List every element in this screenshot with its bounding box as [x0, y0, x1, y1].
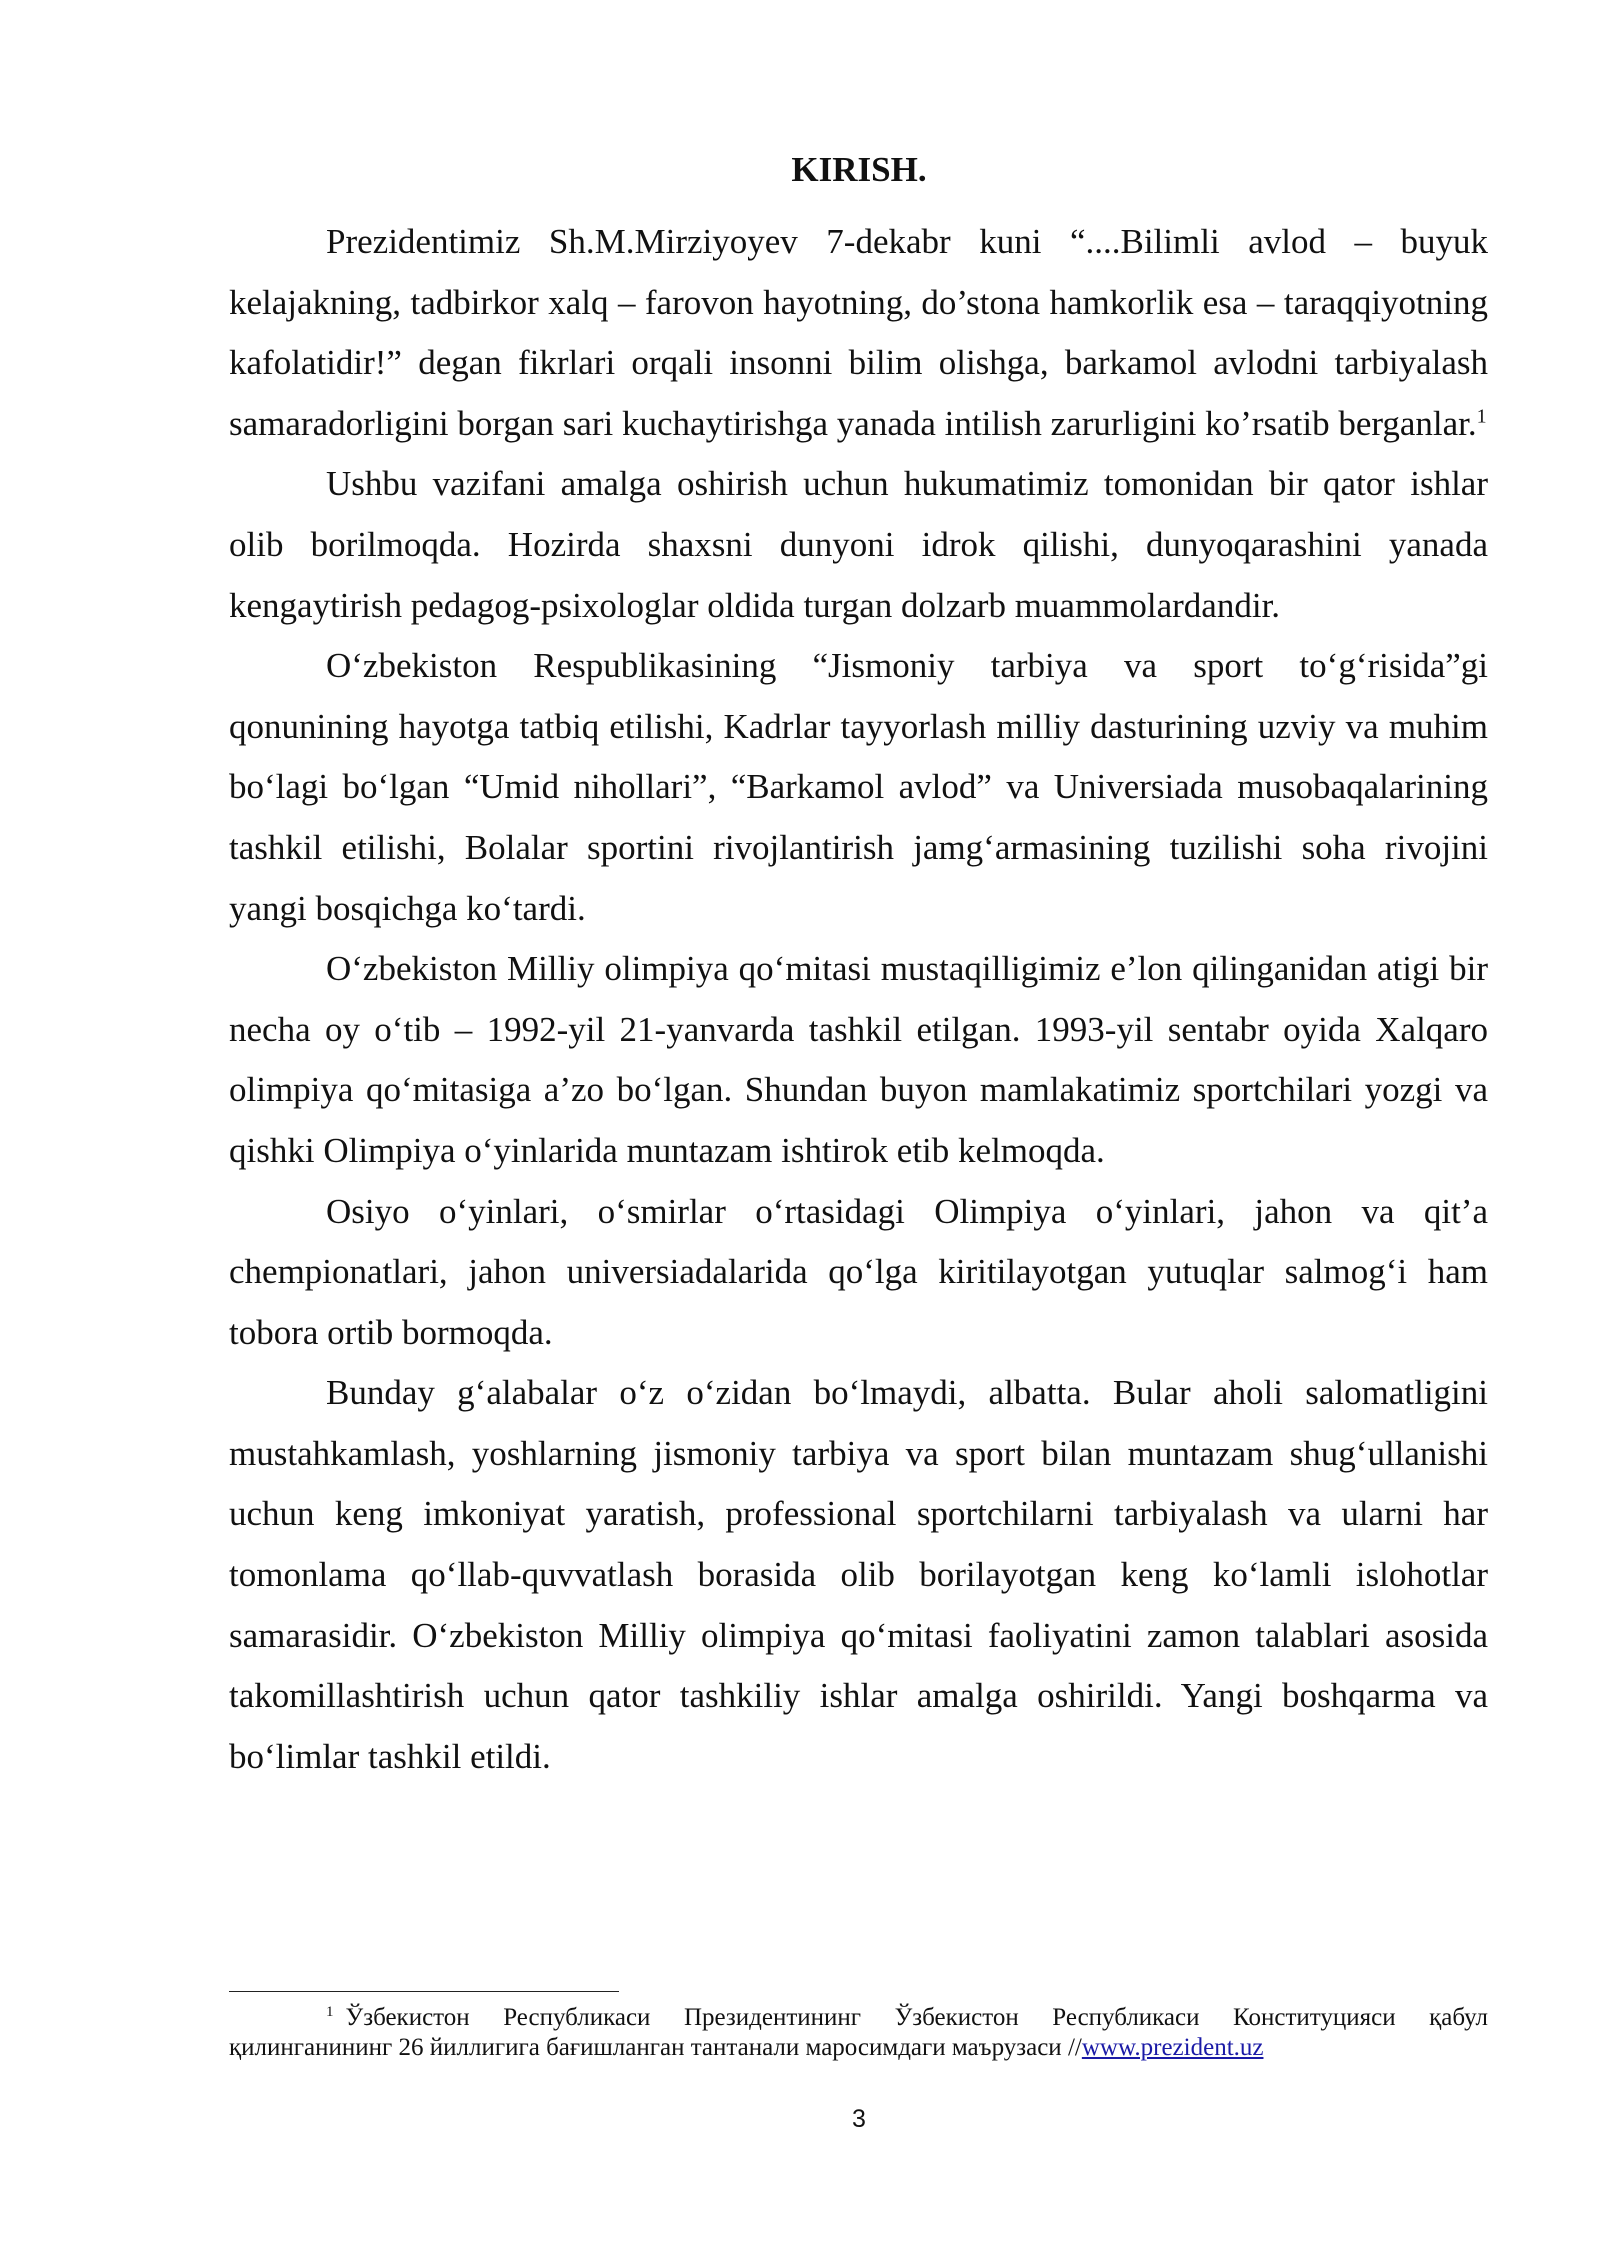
footnote-separator [229, 1991, 619, 1992]
footnote-link[interactable]: www.prezident.uz [1081, 2034, 1264, 2061]
footnote-reference[interactable]: 1 [1476, 405, 1487, 428]
page-number: 3 [852, 2105, 866, 2133]
paragraph-4: O‘zbekiston Milliy olimpiya qo‘mitasi mustaqilligimiz e’lon qilinganidan atigi bir necha oy o‘tib – 1992-yil 21-yanvarda tashkil etilgan. 1993-yil sentabr oyida Xalqaro olimpiya qo‘mitasiga a’zo bo‘lgan. Shundan buyon mamlakatimiz sportchilari yozgi va qishki Olimpiya o‘yinlarida muntazam ishtirok etib kelmoqda. [229, 949, 1488, 1170]
footnote-mark: 1 [326, 2003, 334, 2020]
paragraph-5: Osiyo o‘yinlari, o‘smirlar o‘rtasidagi Olimpiya o‘yinlari, jahon va qit’a chempionatlari, jahon universiadalarida qo‘lga kiritilayotgan yutuqlar salmog‘i ham tobora ortib bormoqda. [229, 1191, 1488, 1352]
paragraph-2: Ushbu vazifani amalga oshirish uchun hukumatimiz tomonidan bir qator ishlar olib borilmoqda. Hozirda shaxsni dunyoni idrok qilishi, dunyoqarashini yanada kengaytirish pedagog-psixologlar oldida turgan dolzarb muammolardandir. [229, 464, 1488, 625]
page-title: KIRISH. [791, 150, 927, 189]
paragraph-3: O‘zbekiston Respublikasining “Jismoniy tarbiya va sport to‘g‘risida”gi qonunining hayotga tatbiq etilishi, Kadrlar tayyorlash milliy dasturining uzviy va muhim bo‘lagi bo‘lgan “Umid nihollari”, “Barkamol avlod” va Universiada musobaqalarining tashkil etilishi, Bolalar sportini rivojlantirish jamg‘armasining tuzilishi soha rivojini yangi bosqichga ko‘tardi. [229, 646, 1488, 928]
paragraph-1 [229, 212, 1488, 454]
body-text [229, 212, 1488, 1787]
footnote-text: Ўзбекистон Республикаси Президентининг Ўзбекистон Республикаси Конституцияси қабул қилинганининг 26 йиллигига бағишланган тантанали маросимдаги маърузаси // [229, 2004, 1488, 2061]
paragraph-6: Bunday g‘alabalar o‘z o‘zidan bo‘lmaydi, albatta. Bular aholi salomatligini mustahkamlash, yoshlarning jismoniy tarbiya va sport bilan muntazam shug‘ullanishi uchun keng imkoniyat yaratish, professional sportchilarni tarbiyalash va ularni har tomonlama qo‘llab-quvvatlash borasida olib borilayotgan keng ko‘lamli islohotlar samarasidir. O‘zbekiston Milliy olimpiya qo‘mitasi faoliyatini zamon talablari asosida takomillashtirish uchun qator tashkiliy ishlar amalga oshirildi. Yangi boshqarma va bo‘limlar tashkil etildi. [229, 1373, 1488, 1776]
paragraph-1-text: Prezidentimiz Sh.M.Mirziyoyev 7-dekabr kuni “....Bilimli avlod – buyuk kelajakning, tadbirkor xalq – farovon hayotning, do’stona hamkorlik esa – taraqqiyotning kafolatidir!” degan fikrlari orqali insonni bilim olishga, barkamol avlodni tarbiyalash samaradorligini borgan sari kuchaytirishga yanada intilish zarurligini ko’rsatib berganlar. [229, 222, 1488, 443]
footnote [229, 2003, 1488, 2063]
